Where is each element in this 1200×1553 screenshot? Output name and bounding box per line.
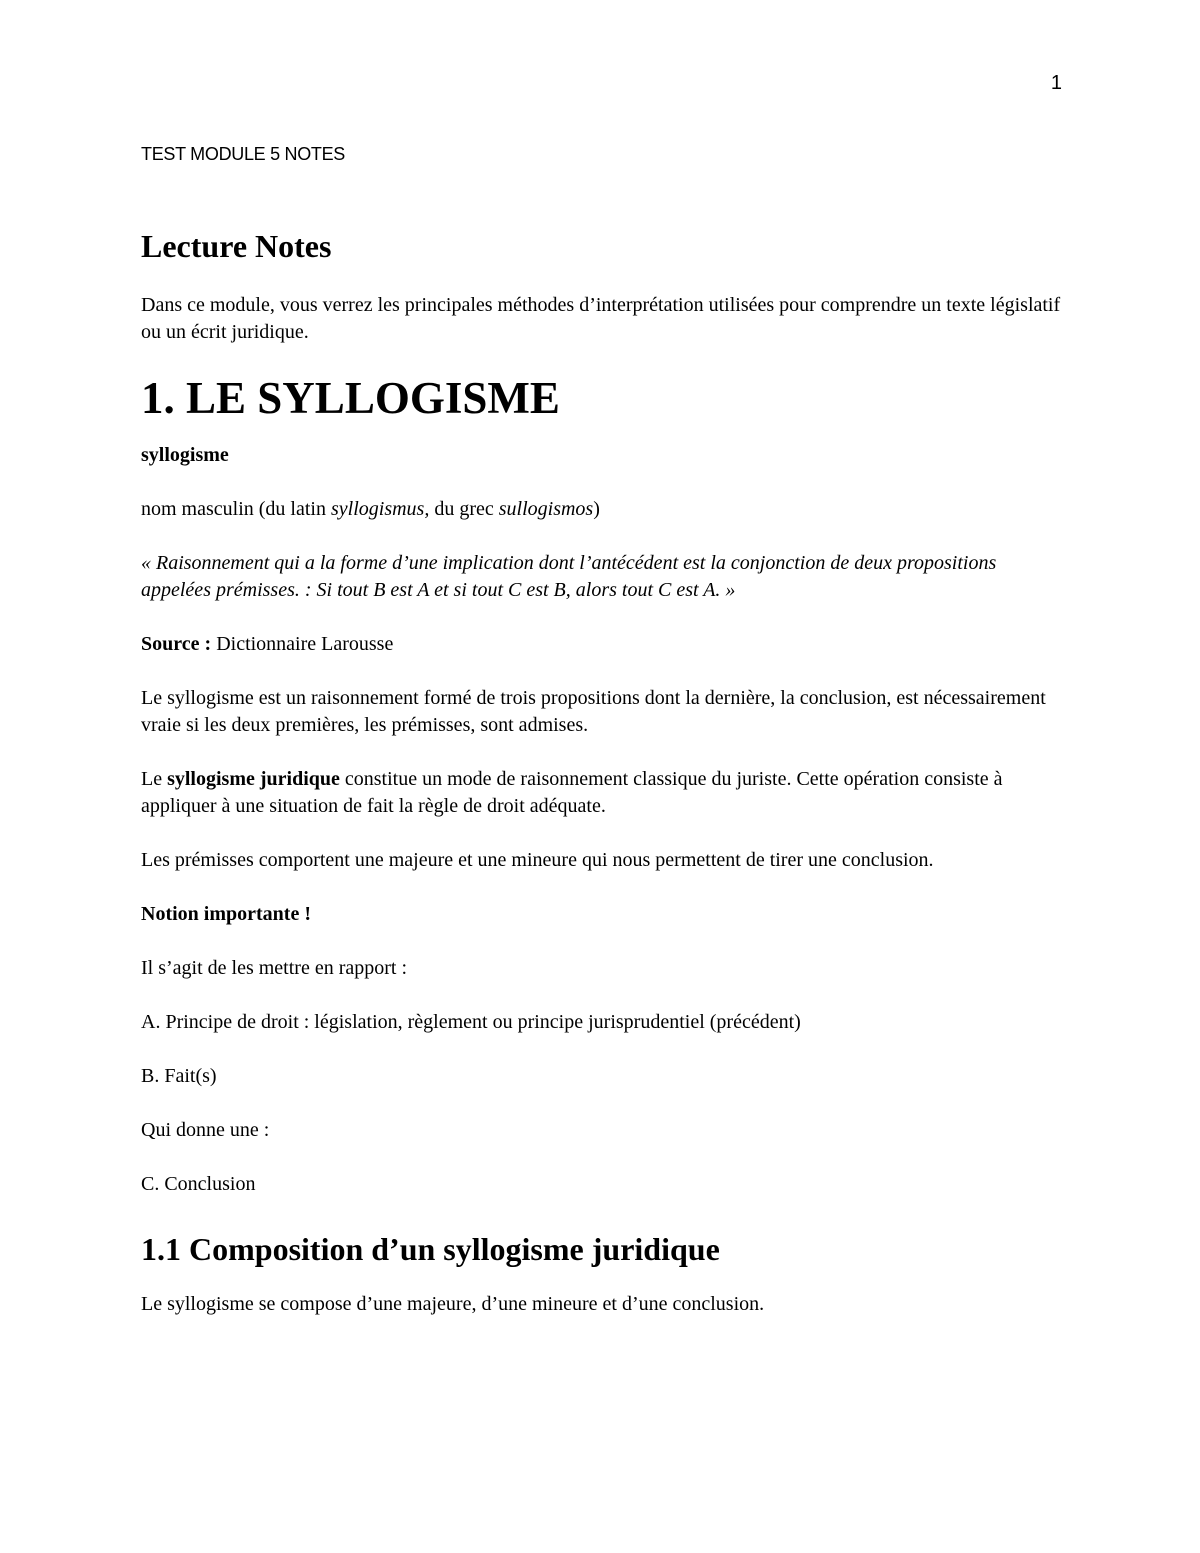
legal-syllogism-text-1: Le xyxy=(141,768,168,790)
etymology-text-2: du grec xyxy=(429,498,499,520)
page-number: 1 xyxy=(1050,72,1062,94)
item-c-conclusion: C. Conclusion xyxy=(141,1173,256,1195)
premises-paragraph: Les prémisses comportent une majeure et une mineure qui nous permettent de tirer une conclusion. xyxy=(141,849,934,871)
section-1-heading: 1. LE SYLLOGISME xyxy=(141,373,560,423)
syllogism-description: Le syllogisme est un raisonnement formé de trois propositions dont la dernière, la conclusion, est nécessairement vraie si les deux premières, les prémisses, sont admises. xyxy=(141,687,1046,736)
source-label: Source : xyxy=(141,633,212,655)
important-notion-heading: Notion importante ! xyxy=(141,903,311,925)
etymology-text-1: nom masculin (du latin xyxy=(141,498,331,520)
source-value: Dictionnaire Larousse xyxy=(211,633,394,655)
etymology-text-3: ) xyxy=(593,498,600,520)
section-1-1-heading: 1.1 Composition d’un syllogisme juridique xyxy=(141,1231,720,1267)
term-heading: syllogisme xyxy=(141,444,229,466)
gives-paragraph: Qui donne une : xyxy=(141,1119,270,1141)
composition-paragraph: Le syllogisme se compose d’une majeure, d’une mineure et d’une conclusion. xyxy=(141,1293,765,1315)
etymology-latin: syllogismus, xyxy=(330,498,430,520)
etymology-paragraph xyxy=(141,496,1061,523)
intro-paragraph: Dans ce module, vous verrez les principales méthodes d’interprétation utilisées pour comprendre un texte législatif ou un écrit juridique. xyxy=(141,294,1061,343)
source-paragraph xyxy=(141,631,1061,658)
item-b-facts: B. Fait(s) xyxy=(141,1065,217,1087)
item-a-principle: A. Principe de droit : législation, règlement ou principe jurisprudentiel (précédent) xyxy=(141,1011,801,1033)
definition-quote: « Raisonnement qui a la forme d’une implication dont l’antécédent est la conjonction de deux propositions appelées prémisses. : Si tout B est A et si tout C est B, alors tout C est A. » xyxy=(141,552,997,601)
lecture-notes-heading: Lecture Notes xyxy=(141,228,332,264)
document-body xyxy=(141,222,1061,1345)
document-header: TEST MODULE 5 NOTES xyxy=(141,144,346,164)
relation-paragraph: Il s’agit de les mettre en rapport : xyxy=(141,957,408,979)
etymology-greek: sullogismos xyxy=(498,498,594,520)
legal-syllogism-text-2: constitue un mode de raisonnement classique du juriste. Cette opération consiste à appliquer à une situation de fait la règle de droit adéquate. xyxy=(141,768,1003,817)
legal-syllogism-paragraph xyxy=(141,766,1061,820)
legal-syllogism-term: syllogisme juridique xyxy=(167,768,340,790)
